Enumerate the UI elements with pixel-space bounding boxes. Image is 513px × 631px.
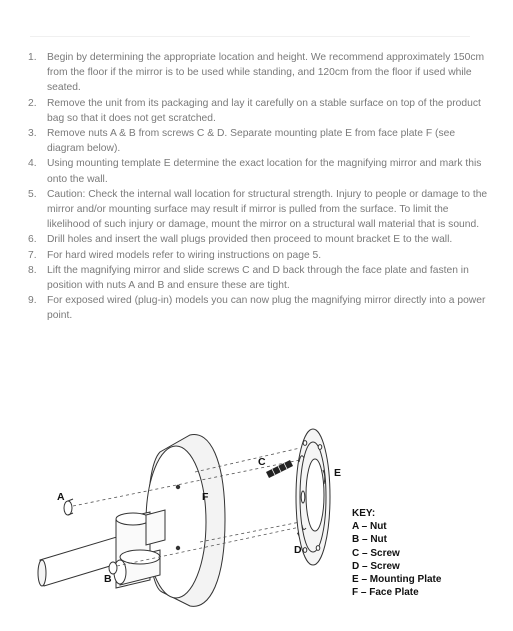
step-item (26, 156, 488, 186)
key-item: F – Face Plate (352, 587, 419, 599)
label-f: F (202, 491, 209, 503)
step-text: Remove nuts A & B from screws C & D. Separate mounting plate E from face plate F (see diagram below). (47, 128, 456, 155)
screw-c (266, 460, 293, 478)
step-text: For hard wired models refer to wiring instructions on page 5. (47, 249, 322, 261)
step-number: 9. (28, 295, 37, 307)
step-number: 8. (28, 264, 37, 276)
label-d: D (294, 544, 302, 556)
step-text: Caution: Check the internal wall location for structural strength. Injury to people or damage to the mirror and/or mounting surface may result if mirror is pulled from the surface. To limit the likelihood of such injury or damage, mount the mirror on a structural wall material that is sound. (47, 188, 488, 231)
step-item (26, 293, 488, 323)
step-text: For exposed wired (plug-in) models you can now plug the magnifying mirror directly into a power point. (47, 295, 486, 322)
step-number: 7. (28, 249, 37, 261)
step-number: 1. (28, 52, 37, 63)
step-text: Begin by determining the appropriate location and height. We recommend approximately 150cm from the floor if the mirror is to be used while standing, and 120cm from the floor if used while seated. (47, 52, 485, 94)
label-a: A (57, 491, 65, 503)
step-item (26, 96, 488, 126)
step-item (26, 50, 488, 96)
step-number: 6. (28, 234, 37, 246)
label-c: C (258, 456, 266, 468)
key-title: KEY: (352, 508, 376, 519)
step-text: Lift the magnifying mirror and slide screws C and D back through the face plate and fasten in position with nuts A and B and ensure these are tight. (47, 264, 469, 292)
step-text: Using mounting template E determine the exact location for the magnifying mirror and mark this onto the wall. (47, 158, 482, 185)
label-e: E (334, 467, 342, 479)
step-number: 5. (28, 188, 37, 200)
top-divider (30, 36, 470, 37)
step-text: Drill holes and insert the wall plugs provided then proceed to mount bracket E to the wall. (47, 234, 453, 246)
key-item: D – Screw (352, 560, 400, 572)
nut-a (64, 499, 73, 515)
key-item: B – Nut (352, 534, 387, 546)
step-item (26, 126, 488, 156)
label-b: B (104, 573, 112, 585)
key-item: A – Nut (352, 521, 387, 533)
step-number: 2. (28, 97, 37, 109)
key-item: E – Mounting Plate (352, 574, 442, 586)
step-text: Remove the unit from its packaging and lay it carefully on a stable surface on top of the product bag so that it does not get scratched. (47, 97, 481, 124)
step-item (26, 248, 488, 263)
key-item: C – Screw (352, 547, 400, 559)
step-item (26, 263, 488, 293)
step-number: 3. (28, 128, 37, 140)
installation-steps (26, 50, 488, 324)
step-number: 4. (28, 158, 37, 170)
step-item (26, 187, 488, 233)
parts-key (352, 507, 441, 599)
step-item (26, 232, 488, 247)
